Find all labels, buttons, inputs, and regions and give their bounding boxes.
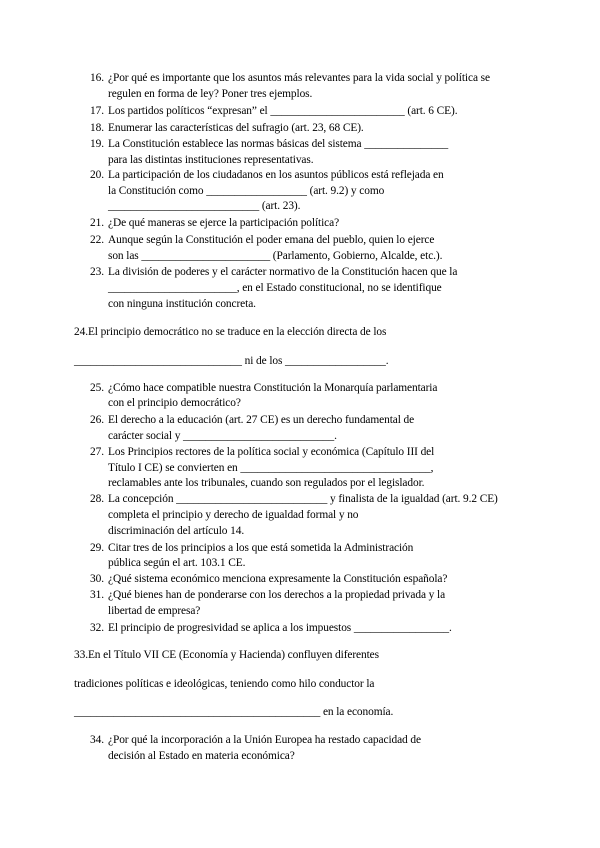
question-23-line-1: La división de poderes y el carácter normativo de la Constitución hacen que la xyxy=(108,266,458,278)
question-25-line-2: con el principio democrático? xyxy=(108,397,241,409)
question-34-line-2: decisión al Estado en materia económica? xyxy=(108,750,295,762)
item-number: 19. xyxy=(90,138,104,150)
question-18-line-1: Enumerar las características del sufragio (art. 23, 68 CE). xyxy=(108,122,364,134)
question-29-line-1: Citar tres de los principios a los que está sometida la Administración xyxy=(108,542,414,554)
question-32-line-1: El principio de progresividad se aplica a los impuestos _________________. xyxy=(108,622,452,634)
question-20-line-2: la Constitución como __________________ (art. 9.2) y como xyxy=(108,185,385,197)
question-28-line-1: La concepción ___________________________ y finalista de la igualdad (art. 9.2 CE) xyxy=(108,493,498,505)
item-number: 31. xyxy=(90,589,104,601)
item-number: 28. xyxy=(90,493,104,505)
item-number: 25. xyxy=(90,382,104,394)
question-17-line-1: Los partidos políticos “expresan” el ________________________ (art. 6 CE). xyxy=(108,105,458,117)
item-number: 23. xyxy=(90,266,104,278)
item-number: 20. xyxy=(90,169,104,181)
item-number: 34. xyxy=(90,734,104,746)
question-19-line-2: para las distintas instituciones representativas. xyxy=(108,154,314,166)
question-25-line-1: ¿Cómo hace compatible nuestra Constitución la Monarquía parlamentaria xyxy=(108,382,438,394)
question-21-line-1: ¿De qué maneras se ejerce la participación política? xyxy=(108,217,340,229)
question-28-line-2: completa el principio y derecho de igualdad formal y no xyxy=(108,509,359,521)
question-29-line-2: pública según el art. 103.1 CE. xyxy=(108,557,246,569)
item-number: 22. xyxy=(90,234,104,246)
question-23-line-3: con ninguna institución concreta. xyxy=(108,298,256,310)
question-27-line-3: reclamables ante los tribunales, cuando son regulados por el legislador. xyxy=(108,477,425,489)
question-20-line-3: ___________________________ (art. 23). xyxy=(108,200,301,212)
item-number: 27. xyxy=(90,446,104,458)
question-16-line-1: ¿Por qué es importante que los asuntos más relevantes para la vida social y política se xyxy=(108,72,490,84)
question-26-line-2: carácter social y ___________________________. xyxy=(108,430,337,442)
question-20-line-1: La participación de los ciudadanos en los asuntos públicos está reflejada en xyxy=(108,169,444,181)
question-33-line-2: tradiciones políticas e ideológicas, teniendo como hilo conductor la xyxy=(74,678,375,690)
item-number: 26. xyxy=(90,414,104,426)
question-24-line-1: 24.El principio democrático no se traduce en la elección directa de los xyxy=(74,326,387,338)
question-27-line-1: Los Principios rectores de la política social y económica (Capítulo III del xyxy=(108,446,435,458)
question-31-line-2: libertad de empresa? xyxy=(108,605,201,617)
question-27-line-2: Título I CE) se convierten en __________________________________, xyxy=(108,462,434,474)
question-24-line-2: ______________________________ ni de los __________________. xyxy=(74,355,389,367)
item-number: 30. xyxy=(90,573,104,585)
question-31-line-1: ¿Qué bienes han de ponderarse con los derechos a la propiedad privada y la xyxy=(108,589,446,601)
question-30-line-1: ¿Qué sistema económico menciona expresamente la Constitución española? xyxy=(108,573,448,585)
question-33-line-1: 33.En el Título VII CE (Economía y Hacienda) confluyen diferentes xyxy=(74,649,379,661)
question-28-line-3: discriminación del artículo 14. xyxy=(108,525,245,537)
question-16-line-2: regulen en forma de ley? Poner tres ejemplos. xyxy=(108,88,313,100)
question-19-line-1: La Constitución establece las normas básicas del sistema _______________ xyxy=(108,138,449,150)
item-number: 29. xyxy=(90,542,104,554)
question-33-line-3: ____________________________________________ en la economía. xyxy=(74,706,394,718)
question-34-line-1: ¿Por qué la incorporación a la Unión Europea ha restado capacidad de xyxy=(108,734,421,746)
item-number: 17. xyxy=(90,105,104,117)
item-number: 32. xyxy=(90,622,104,634)
question-22-line-2: son las _______________________ (Parlamento, Gobierno, Alcalde, etc.). xyxy=(108,250,443,262)
item-number: 16. xyxy=(90,72,104,84)
question-22-line-1: Aunque según la Constitución el poder emana del pueblo, quien lo ejerce xyxy=(108,234,435,246)
question-26-line-1: El derecho a la educación (art. 27 CE) es un derecho fundamental de xyxy=(108,414,415,426)
question-23-line-2: _______________________, en el Estado constitucional, no se identifique xyxy=(108,282,442,294)
item-number: 21. xyxy=(90,217,104,229)
item-number: 18. xyxy=(90,122,104,134)
